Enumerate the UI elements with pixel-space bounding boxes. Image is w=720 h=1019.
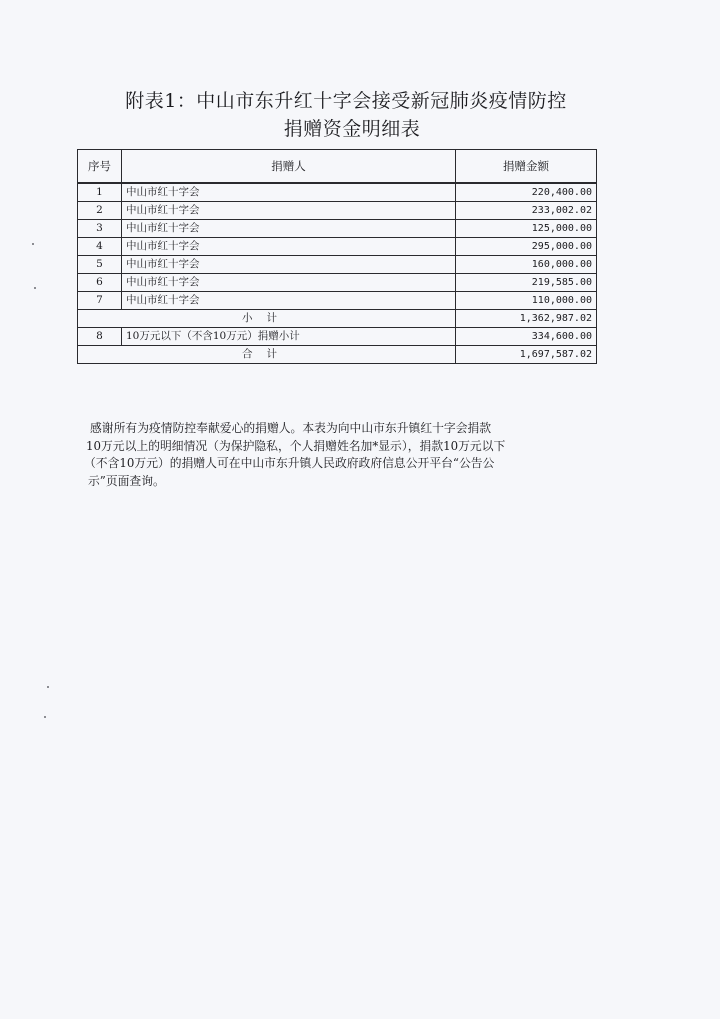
scan-speck: [34, 287, 36, 289]
row-no: 5: [78, 256, 122, 274]
header-donor: 捐赠人: [122, 150, 456, 184]
subtotal-amount: 1,362,987.02: [456, 310, 597, 328]
row-amount: 125,000.00: [456, 220, 597, 238]
header-no: 序号: [78, 150, 122, 184]
document-subtitle: 捐赠资金明细表: [283, 118, 421, 140]
row-amount: 219,585.00: [456, 274, 597, 292]
donation-table: [77, 149, 597, 364]
table-row: [78, 220, 597, 238]
table-header-row: [78, 150, 597, 184]
table-row: [78, 183, 597, 202]
row-no: 7: [78, 292, 122, 310]
subtotal-row: [78, 310, 597, 328]
row-donor: 中山市红十字会: [122, 256, 456, 274]
row-no: 4: [78, 238, 122, 256]
header-amount: 捐赠金额: [456, 150, 597, 184]
row-amount: 220,400.00: [456, 183, 597, 202]
table-row: [78, 292, 597, 310]
footnote-line: （不含10万元）的捐赠人可在中山市东升镇人民政府政府信息公开平台“公告公: [84, 456, 495, 471]
row-amount: 334,600.00: [456, 328, 597, 346]
table-row: [78, 256, 597, 274]
footnote-line: 感谢所有为疫情防控奉献爱心的捐赠人。本表为向中山市东升镇红十字会捐款: [90, 421, 492, 435]
row-amount: 233,002.02: [456, 202, 597, 220]
row-donor: 中山市红十字会: [122, 238, 456, 256]
footnote-line: 10万元以上的明细情况（为保护隐私，个人捐赠姓名加*显示），捐款10万元以下: [86, 438, 506, 453]
row-no: 3: [78, 220, 122, 238]
row-amount: 295,000.00: [456, 238, 597, 256]
total-label: 合计: [78, 346, 456, 364]
scan-speck: [32, 243, 34, 245]
row-donor: 10万元以下（不含10万元）捐赠小计: [122, 328, 456, 346]
scan-speck: [47, 686, 49, 688]
row-no: 1: [78, 183, 122, 202]
total-amount: 1,697,587.02: [456, 346, 597, 364]
row-no: 6: [78, 274, 122, 292]
footnote: [84, 420, 608, 490]
row-donor: 中山市红十字会: [122, 202, 456, 220]
scan-speck: [44, 716, 46, 718]
table-row: [78, 274, 597, 292]
document-title: 附表1：中山市东升红十字会接受新冠肺炎疫情防控: [125, 90, 567, 112]
row-no: 8: [78, 328, 122, 346]
row-donor: 中山市红十字会: [122, 292, 456, 310]
row-donor: 中山市红十字会: [122, 274, 456, 292]
row-no: 2: [78, 202, 122, 220]
subtotal-label: 小计: [78, 310, 456, 328]
row-donor: 中山市红十字会: [122, 183, 456, 202]
footnote-line: 示”页面查询。: [88, 473, 165, 488]
total-row: [78, 346, 597, 364]
row-amount: 110,000.00: [456, 292, 597, 310]
row-amount: 160,000.00: [456, 256, 597, 274]
row-donor: 中山市红十字会: [122, 220, 456, 238]
small-donations-row: [78, 328, 597, 346]
table-row: [78, 202, 597, 220]
table-row: [78, 238, 597, 256]
